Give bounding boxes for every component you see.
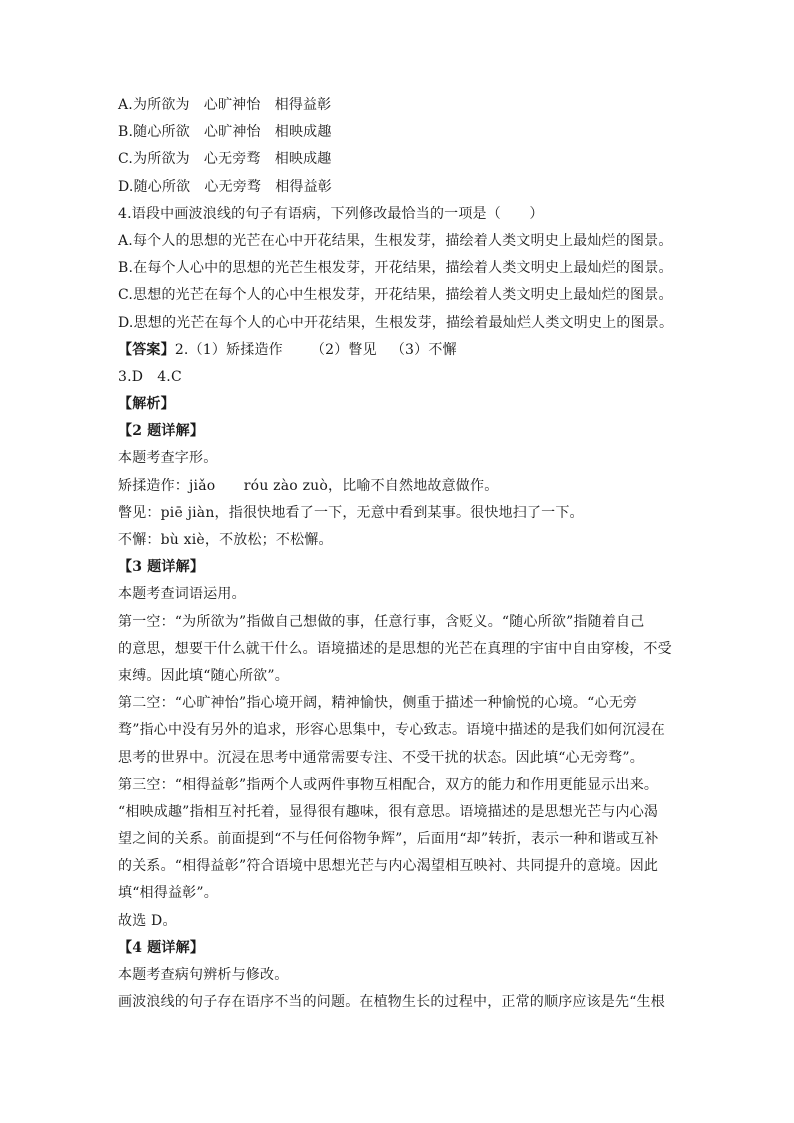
- q3-conclusion: 故选 D。: [118, 912, 177, 929]
- answer-q3: 3.D: [118, 368, 144, 385]
- answer-line-1: [118, 337, 678, 364]
- answer-q2-2: （2）瞥见: [310, 341, 377, 358]
- q2-item: 矫揉造作：jiǎo róu zào zuò，比喻不自然地故意做作。: [118, 477, 499, 494]
- q3-option-c: [118, 146, 678, 173]
- q3-text-line: 第二空：“心旷神怡”指心境开阔，精神愉快，侧重于描述一种愉悦的心境。“心无旁: [118, 695, 638, 712]
- q3-text-line: 骛”指心中没有另外的追求，形容心思集中，专心致志。语境中描述的是我们如何沉浸在: [118, 722, 665, 739]
- q4-text-line: 画波浪线的句子存在语序不当的问题。在植物生长的过程中，正常的顺序应该是先“生根: [118, 994, 665, 1011]
- option-word-2: 心旷神怡: [203, 124, 261, 141]
- q4-intro: 本题考查病句辨析与修改。: [118, 967, 289, 983]
- option-word-2: 心旷神怡: [203, 97, 261, 113]
- q4-option-a: A.每个人的思想的光芒在心中开花结果，生根发芽，描绘着人类文明史上最灿烂的图景。: [118, 232, 673, 249]
- q3-option-a: [118, 92, 678, 119]
- answer-tag: 【答案】: [118, 341, 175, 358]
- option-label: D.随心所欲: [118, 178, 191, 195]
- option-word-3: 相得益彰: [275, 178, 333, 195]
- q2-intro: 本题考查字形。: [118, 450, 218, 467]
- option-word-2: 心无旁骛: [204, 178, 262, 195]
- answer-q4: 4.C: [157, 368, 182, 385]
- answer-line-2: [118, 364, 678, 391]
- answer-q2-1: 2.（1）矫揉造作: [174, 341, 283, 358]
- option-word-3: 相映成趣: [274, 151, 332, 168]
- q3-heading: 【3 题详解】: [118, 559, 205, 576]
- q2-item: 瞥见：piē jiàn，指很快地看了一下，无意中看到某事。很快地扫了一下。: [118, 504, 584, 521]
- q4-option-c: C.思想的光芒在每个人的心中生根发芽，开花结果，描绘着人类文明史上最灿烂的图景。: [118, 287, 673, 304]
- analysis-tag: 【解析】: [118, 396, 175, 413]
- option-word-3: 相得益彰: [274, 97, 332, 113]
- q3-text-line: 束缚。因此填“随心所欲”。: [118, 667, 289, 684]
- document-page: [118, 92, 678, 1016]
- q3-text-line: 的意思，想要干什么就干什么。语境描述的是思想的光芒在真理的宇宙中自由穿梭，不受: [118, 640, 672, 657]
- option-label: C.为所欲为: [118, 151, 190, 168]
- q3-text-line: 的关系。“相得益彰”符合语境中思想光芒与内心渴望相互映衬、共同提升的意境。因此: [118, 858, 659, 875]
- option-label: A.为所欲为: [118, 97, 190, 113]
- q3-text-line: 思考的世界中。沉浸在思考中通常需要专注、不受干扰的状态。因此填“心无旁骛”。: [118, 749, 644, 766]
- q2-item: 不懈：bù xiè，不放松；不松懈。: [118, 532, 333, 548]
- q4-option-b: B.在每个人心中的思想的光芒生根发芽，开花结果，描绘着人类文明史上最灿烂的图景。: [118, 260, 673, 277]
- q3-option-b: [118, 119, 678, 146]
- q3-text-line: “相映成趣”指相互衬托着，显得很有趣味，很有意思。语境描述的是思想光芒与内心渴: [118, 803, 659, 820]
- q3-intro: 本题考查词语运用。: [118, 586, 246, 603]
- option-label: B.随心所欲: [118, 124, 190, 141]
- option-word-3: 相映成趣: [274, 124, 332, 141]
- q4-option-d: D.思想的光芒在每个人的心中开花结果，生根发芽，描绘着最灿烂人类文明史上的图景。: [118, 314, 674, 331]
- q3-text-line: 望之间的关系。前面提到“不与任何俗物争辉”，后面用“却”转折，表示一种和谐或互补: [118, 831, 659, 848]
- answer-q2-3: （3）不懈: [390, 341, 457, 358]
- option-word-2: 心无旁骛: [203, 151, 261, 168]
- q2-heading: 【2 题详解】: [118, 423, 205, 440]
- q3-option-d: [118, 174, 678, 201]
- q4-stem: 4.语段中画波浪线的句子有语病，下列修改最恰当的一项是（ ）: [118, 205, 544, 222]
- q4-heading: 【4 题详解】: [118, 939, 205, 956]
- q3-text-line: 第一空：“为所欲为”指做自己想做的事，任意行事，含贬义。“随心所欲”指随着自己: [118, 613, 645, 630]
- q3-text-line: 第三空：“相得益彰”指两个人或两件事物互相配合，双方的能力和作用更能显示出来。: [118, 776, 659, 793]
- q3-text-line: 填“相得益彰”。: [118, 885, 218, 902]
